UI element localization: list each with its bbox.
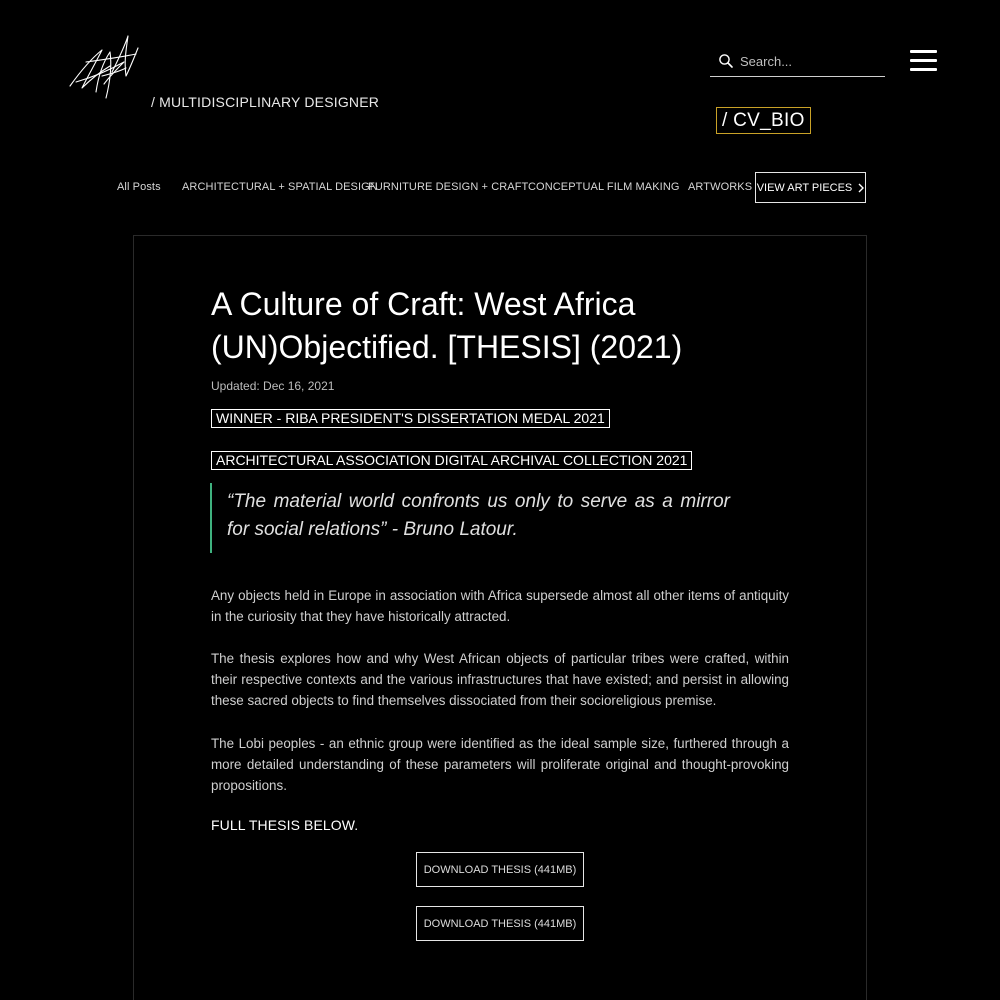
menu-icon-bar bbox=[910, 68, 937, 71]
search-input[interactable] bbox=[740, 54, 875, 69]
tagline: / MULTIDISCIPLINARY DESIGNER bbox=[151, 94, 380, 110]
post-updated-date: Updated: Dec 16, 2021 bbox=[211, 379, 335, 393]
signature-logo-icon[interactable] bbox=[66, 32, 144, 102]
nav-item-artworks[interactable]: ARTWORKS bbox=[688, 181, 753, 193]
award-badge-aa-archive: ARCHITECTURAL ASSOCIATION DIGITAL ARCHIVAL COLLECTION 2021 bbox=[211, 451, 692, 470]
nav-item-furniture-design-craft[interactable]: FURNITURE DESIGN + CRAFT bbox=[368, 181, 529, 193]
post-paragraph: The Lobi peoples - an ethnic group were identified as the ideal sample size, furthered through a more detailed understanding of these parameters will proliferate original and thought-provoking propositions. bbox=[211, 736, 789, 793]
cv-bio-link[interactable]: / CV_BIO bbox=[716, 107, 811, 134]
chevron-right-icon bbox=[858, 183, 864, 193]
post-quote: “The material world confronts us only to serve as a mirror for social relations” - Bruno Latour. bbox=[210, 483, 730, 553]
post-paragraph: The thesis explores how and why West African objects of particular tribes were crafted, within their respective contexts and the various infrastructures that have existed; and persist in allowing these sacred objects to find themselves dissociated from their socioreligious premise. bbox=[211, 651, 789, 708]
search-bar[interactable] bbox=[710, 46, 885, 77]
post-title: A Culture of Craft: West Africa (UN)Objectified. [THESIS] (2021) bbox=[211, 286, 683, 365]
award-badge-riba: WINNER - RIBA PRESIDENT'S DISSERTATION MEDAL 2021 bbox=[211, 409, 610, 428]
download-thesis-button[interactable]: DOWNLOAD THESIS (441MB) bbox=[416, 906, 584, 941]
search-icon[interactable] bbox=[718, 53, 734, 69]
view-art-pieces-label: VIEW ART PIECES bbox=[756, 181, 853, 194]
view-art-pieces-button[interactable] bbox=[755, 172, 866, 203]
post-paragraph: Any objects held in Europe in association with Africa supersede almost all other items of antiquity in the curiosity that they have historically attracted. bbox=[211, 588, 789, 624]
menu-icon-bar bbox=[910, 59, 937, 62]
nav-item-architectural-spatial-design[interactable]: ARCHITECTURAL + SPATIAL DESIGN bbox=[182, 181, 378, 193]
full-thesis-heading: FULL THESIS BELOW. bbox=[211, 817, 359, 833]
download-thesis-button[interactable]: DOWNLOAD THESIS (441MB) bbox=[416, 852, 584, 887]
nav-item-conceptual-film-making[interactable]: CONCEPTUAL FILM MAKING bbox=[528, 181, 680, 193]
nav-item-all-posts[interactable]: All Posts bbox=[117, 181, 161, 193]
menu-icon[interactable] bbox=[910, 50, 937, 71]
menu-icon-bar bbox=[910, 50, 937, 53]
